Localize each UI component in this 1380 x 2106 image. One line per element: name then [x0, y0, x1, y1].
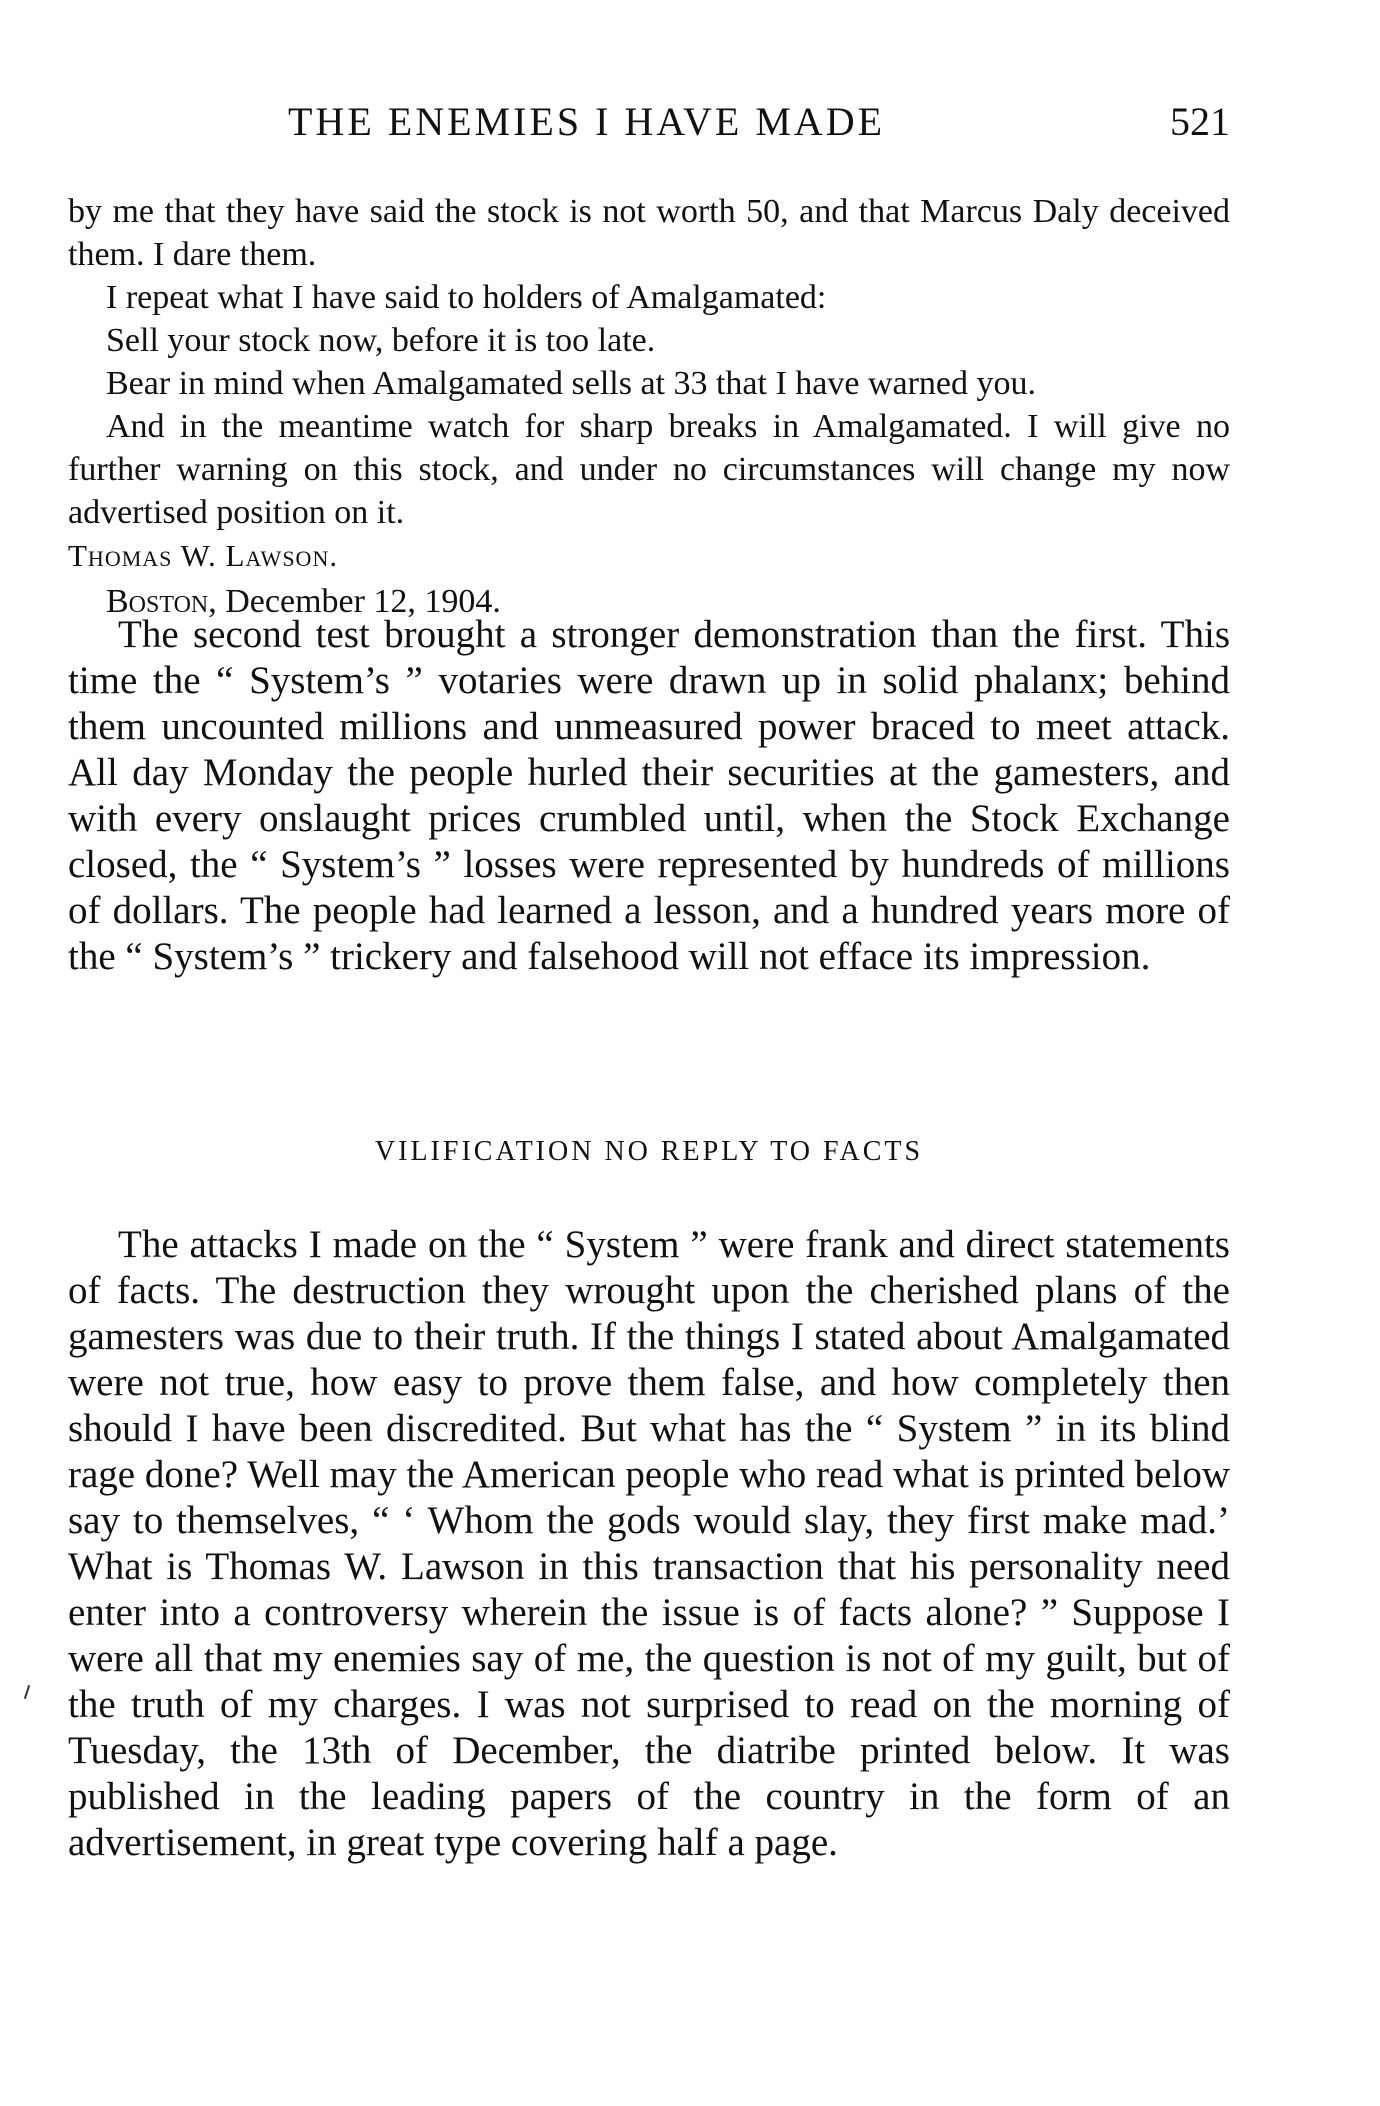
running-title: THE ENEMIES I HAVE MADE [288, 99, 886, 144]
margin-mark [24, 1685, 30, 1699]
body-section-one [68, 612, 1230, 980]
letter-paragraph: I repeat what I have said to holders of Amalgamated: [106, 279, 827, 316]
quoted-letter [68, 190, 1230, 627]
page-number: 521 [1170, 99, 1230, 144]
letter-paragraph: Sell your stock now, before it is too late. [106, 322, 656, 359]
running-head [68, 98, 1230, 148]
body-paragraph-one: The second test brought a stronger demonstration than the first. This time the “ System’s ” votaries were drawn up in solid phalanx; behind them uncounted millions and unmeasured power braced to meet attack. All day Monday the people hurled their securities at the gamesters, and with every onslaught prices crumbled until, when the Stock Exchange closed, the “ System’s ” losses were represented by hundreds of millions of dollars. The people had learned a lesson, and a hundred years more of the “ System’s ” trickery and falsehood will not efface its impression. [68, 613, 1230, 978]
letter-signature: Thomas W. Lawson. [68, 538, 339, 573]
letter-paragraph: Bear in mind when Amalgamated sells at 33 that I have warned you. [106, 365, 1037, 402]
body-paragraph-two: The attacks I made on the “ System ” were frank and direct statements of facts. The destruction they wrought upon the cherished plans of the gamesters was due to their truth. If the things I stated about Amalgamated were not true, how easy to prove them false, and how completely then should I have been discredited. But what has the “ System ” in its blind rage done? Well may the American people who read what is printed below say to themselves, “ ‘ Whom the gods would slay, they first make mad.’ What is Thomas W. Lawson in this transaction that his personality need enter into a controversy wherein the issue is of facts alone? ” Suppose I were all that my enemies say of me, the question is not of my guilt, but of the truth of my charges. I was not surprised to read on the morning of Tuesday, the 13th of December, the diatribe printed below. It was published in the leading papers of the country in the form of an advertisement, in great type covering half a page. [68, 1223, 1230, 1864]
body-section-two [68, 1222, 1230, 1866]
letter-paragraph: And in the meantime watch for sharp breaks in Amalgamated. I will give no further warning on this stock, and under no circumstances will change my now advertised position on it. [68, 408, 1230, 531]
dateline-place: Boston [106, 583, 209, 620]
letter-paragraph: by me that they have said the stock is not worth 50, and that Marcus Daly deceived them. I dare them. [68, 193, 1230, 273]
dateline-date: , December 12, 1904. [208, 583, 501, 620]
section-subheading: VILIFICATION NO REPLY TO FACTS [374, 1136, 924, 1167]
